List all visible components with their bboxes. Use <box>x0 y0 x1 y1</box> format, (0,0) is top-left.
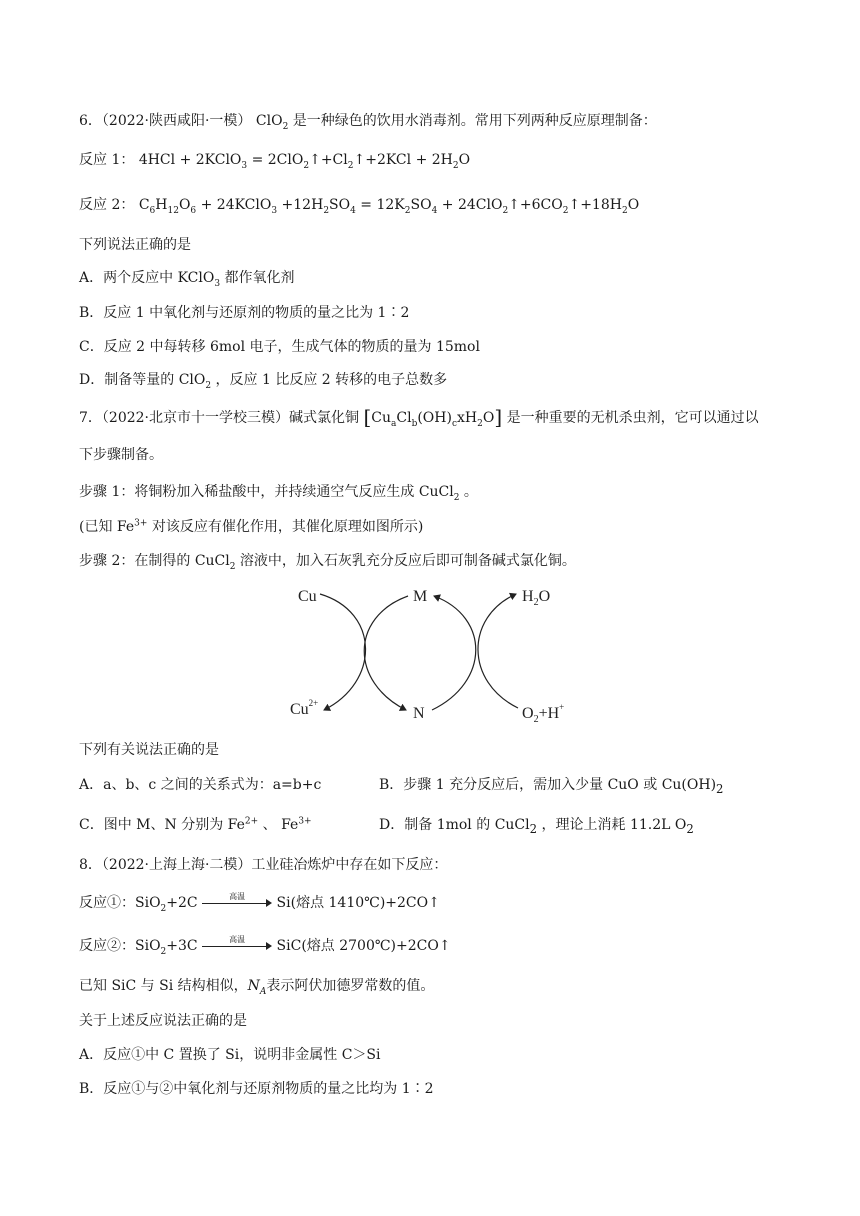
q8-r2-left: +3C <box>166 938 198 954</box>
q8-stem: 8．（2022·上海上海·二模）工业硅冶炼炉中存在如下反应： <box>79 857 448 873</box>
q6-option-a-text-1: A．两个反应中 <box>79 270 174 286</box>
q7-option-b-text-1: B．步骤 1 充分反应后，需加入少量 <box>379 777 604 793</box>
q6-clo2: ClO$_2$ <box>255 113 289 132</box>
q7-cucl2-d: CuCl$_2$ <box>494 817 538 836</box>
q6-option-d <box>79 371 447 389</box>
q7-step-1 <box>79 483 478 501</box>
q7-fe2: $Fe^{2+}$ <box>227 816 259 833</box>
q8-option-b: B．反应①与②中氧化剂与还原剂物质的量之比均为 1∶2 <box>79 1081 434 1097</box>
q8-r2-right: SiC(熔点 2700℃)+2CO↑ <box>276 938 451 954</box>
q7-stem-prefix: 7．（2022·北京市十一学校三模）碱式氯化铜 <box>79 410 359 426</box>
q8-r1-condition: 高温 <box>229 892 246 901</box>
q7-option-d-text-1: D．制备 <box>379 817 433 833</box>
q8-r1-left: +2C <box>166 895 198 911</box>
q8-na: N <box>247 978 260 994</box>
q7-note-text-1: (已知 <box>79 519 113 535</box>
q7-step2-text-1: 步骤 2：在制得的 <box>79 553 191 569</box>
q8-question: 关于上述反应说法正确的是 <box>79 1013 247 1029</box>
q7-option-d-text-2: 的 <box>476 817 491 833</box>
q8-r2-sub: 2 <box>160 946 167 957</box>
q6-option-c: C．反应 2 中每转移 6mol 电子，生成气体的物质的量为 15mol <box>79 339 480 355</box>
q8-r1-sub: 2 <box>160 903 167 914</box>
label-h2o: $H_2O$ <box>522 588 551 608</box>
q8-note <box>79 977 434 995</box>
label-cu2: $Cu^{2+}$ <box>290 698 319 718</box>
q7-cuoh2: $Cu(OH)_2$ <box>661 777 724 796</box>
q8-r2-label: 反应②：SiO <box>79 938 161 954</box>
q6-reaction-1 <box>79 151 470 169</box>
q7-cuo: CuO <box>607 777 639 793</box>
q8-option-a: A．反应①中 C 置换了 Si，说明非金属性 C＞Si <box>79 1047 381 1063</box>
q7-note-text-2: 对该反应有催化作用，其催化原理如图所示) <box>151 519 424 535</box>
q7-stem-suffix: 是一种重要的无机杀虫剂，它可以通过以 <box>506 410 759 426</box>
q6-r2-equation: $C_6H_{12}O_6$ + 24KClO$_3$ $+12H_2SO_4 = 12K_2SO_4$ + $24ClO_2↑+6CO_2↑+18H_2O$ <box>138 197 640 216</box>
arc-n-to-m <box>432 596 476 710</box>
q6-stem-prefix: 6．（2022·陕西咸阳·一模） <box>79 113 252 129</box>
q6-option-d-text-2: ，反应 1 比反应 2 转移的电子总数多 <box>215 372 448 388</box>
q6-stem-suffix: 是一种绿色的饮用水消毒剂。常用下列两种反应原理制备： <box>292 113 657 129</box>
q6-r1-label: 反应 1： <box>79 152 135 168</box>
q8-reaction-2 <box>79 937 451 955</box>
q8-r2-arrow <box>202 935 272 953</box>
q7-option-c-text-1: C．图中 M、N 分别为 <box>79 817 224 833</box>
q7-option-c-text-2: 、 <box>262 817 277 833</box>
q8-r1-label: 反应①：SiO <box>79 895 161 911</box>
q8-r1-arrow <box>202 892 272 910</box>
q7-stem-line-2: 下步骤制备。 <box>79 447 163 463</box>
q7-fe3: $Fe^{3+}$ <box>116 518 148 535</box>
q6-stem <box>79 112 657 130</box>
q7-option-b-text-2: 或 <box>643 777 658 793</box>
q6-option-b: B．反应 1 中氧化剂与还原剂的物质的量之比为 1∶2 <box>79 305 410 321</box>
q6-kclo3: KClO$_3$ <box>177 270 221 289</box>
q6-r2-label: 反应 2： <box>79 197 135 213</box>
q7-formula: $[Cu_aCl_b(OH)_cxH_2O]$ <box>363 405 503 429</box>
label-n: N <box>413 705 425 722</box>
q8-na-sub: A <box>259 986 267 997</box>
q8-note-text-2: 表示阿伏加德罗常数的值。 <box>266 978 435 994</box>
q7-cucl2-step2: CuCl$_2$ <box>194 553 236 572</box>
q7-note <box>79 518 423 536</box>
q6-option-a <box>79 269 295 287</box>
q7-step2-text-2: 溶液中，加入石灰乳充分反应后即可制备碱式氯化铜。 <box>239 553 576 569</box>
q7-question: 下列有关说法正确的是 <box>79 742 219 758</box>
q6-option-d-text-1: D．制备等量的 <box>79 372 175 388</box>
q7-fe3-c: $Fe^{3+}$ <box>281 816 312 833</box>
q7-step1-text-2: 。 <box>463 484 478 500</box>
q8-r2-condition: 高温 <box>229 935 246 944</box>
q7-step1-text-1: 步骤 1：将铜粉加入稀盐酸中，并持续通空气反应生成 <box>79 484 415 500</box>
q6-reaction-2 <box>79 196 639 214</box>
q7-o2-volume: 11.2L $O_2$ <box>629 817 694 836</box>
q6-option-a-text-2: 都作氧化剂 <box>224 270 295 286</box>
q7-option-c <box>79 816 312 834</box>
q8-note-text-1: 已知 SiC 与 Si 结构相似， <box>79 978 248 994</box>
q7-option-a: A．a、b、c 之间的关系式为：a=b+c <box>79 777 322 793</box>
arc-cu-to-cu2 <box>320 594 366 710</box>
q7-stem <box>79 405 759 429</box>
q7-cucl2-step1: CuCl$_2$ <box>418 484 460 503</box>
arc-o2-to-h2o <box>478 594 518 708</box>
q6-clo2-d: ClO$_2$ <box>178 372 212 391</box>
catalysis-cycle-diagram <box>280 572 580 732</box>
arc-m-to-n <box>364 596 408 710</box>
q7-1mol: 1mol <box>436 817 472 833</box>
q8-r1-right: Si(熔点 1410℃)+2CO↑ <box>276 895 440 911</box>
label-o2-h: $O_2+H^+$ <box>522 702 565 725</box>
q6-r1-equation: 4HCl + 2KClO$_3$ = $2ClO_2↑+Cl_2↑+2KCl + 2H_2O$ <box>138 152 471 171</box>
q7-step-2 <box>79 552 576 570</box>
q7-option-b <box>379 776 723 798</box>
q7-option-d-text-3: ，理论上消耗 <box>541 817 626 833</box>
q7-option-d <box>379 816 694 838</box>
label-cu: Cu <box>298 588 317 605</box>
q6-question: 下列说法正确的是 <box>79 237 191 253</box>
q8-reaction-1 <box>79 894 440 912</box>
label-m: M <box>413 588 428 605</box>
